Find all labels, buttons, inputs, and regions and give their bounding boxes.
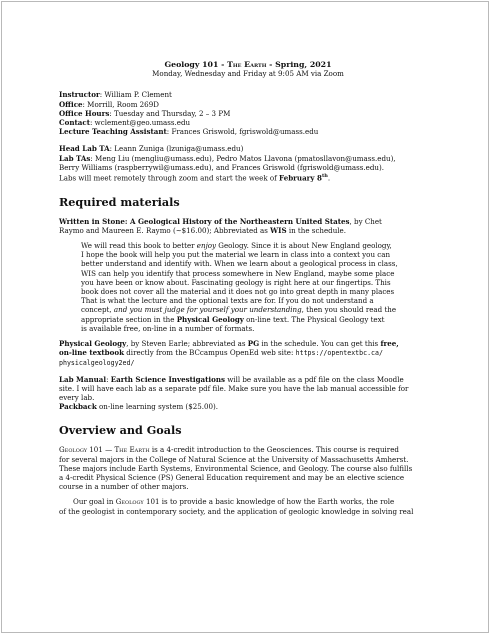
page-content — [59, 60, 437, 516]
textbook-pg: Physical Geology, by Steven Earle; abbreviated as PG in the schedule. You can get this free, on-line textbook directly from the BCcampus OpenEd web site: https://opentextbc.ca/ physicalgeology2ed/ — [59, 339, 399, 368]
contact-line: Contact: wclement@geo.umass.edu — [59, 118, 191, 128]
office-line: Office: Morrill, Room 269D — [59, 99, 159, 109]
lab-tas-line-2: Berry Williams (raspberrywil@umass.edu), and Frances Griswold (fgriswold@umass.edu). — [59, 162, 385, 172]
lab-manual: Lab Manual: Earth Science Investigations will be available as a pdf file on the class Moodle site. I will have each lab as a separate pdf file. Make sure you have the lab manual accessible for every lab. — [59, 374, 409, 403]
instructor-line: Instructor: William P. Clement — [59, 90, 172, 100]
lab-tas-line: Lab TAs: Meng Liu (mengliu@umass.edu), Pedro Matos Llavona (pmatosllavon@umass.edu), — [59, 153, 396, 163]
course-schedule: Monday, Wednesday and Friday at 9:05 AM via Zoom — [152, 69, 344, 79]
document-page — [1, 1, 489, 633]
goals-paragraph: Our goal in Geology 101 is to provide a basic knowledge of how the Earth works, the role of the geologist in contemporary society, and the application of geologic knowledge in solving real — [59, 497, 414, 516]
overview-heading: Overview and Goals — [59, 423, 182, 438]
wis-description: We will read this book to better enjoy Geology. Since it is about New England geology, I hope the book will help you put the material we learn in class into a context you can better understand and identify with. When we learn about a geological process in class, WIS can help you identify that process somewhere in New England, maybe some place you have been or know about. Fascinating geology is right here at our fingertips. This book does not cover all the material and it does not go into great depth in many places That is what the lecture and the optional texts are for. If you do not understand a concept, and you must judge for yourself your understanding, then you should read the appropriate section in the Physical Geology on-line text. The Physical Geology text is available free, on-line in a number of formats. — [81, 241, 398, 333]
lecture-ta-line: Lecture Teaching Assistant: Frances Griswold, fgriswold@umass.edu — [59, 127, 319, 137]
packback-line: Packback on-line learning system ($25.00). — [59, 402, 219, 412]
head-lab-ta-line: Head Lab TA: Leann Zuniga (lzuniga@umass.edu) — [59, 144, 244, 154]
lab-ta-block — [59, 144, 437, 182]
labs-start-line: Labs will meet remotely through zoom and start the week of February 8th. — [59, 173, 331, 183]
overview-paragraph: Geology 101 — The Earth is a 4-credit introduction to the Geosciences. This course is required for several majors in the College of Natural Science at the University of Massachusetts Amherst. These majors include Earth Systems, Environmental Science, and Geology. The course also fulfills a 4-credit Physical Science (PS) General Education requirement and may be an elective science course in a number of other majors. — [59, 445, 413, 492]
pg-url-cont[interactable]: physicalgeology2ed/ — [59, 359, 135, 368]
office-hours-line: Office Hours: Tuesday and Thursday, 2 – 3 PM — [59, 108, 231, 118]
instructor-block — [59, 90, 437, 136]
pg-url[interactable]: https://opentextbc.ca/ — [295, 349, 383, 358]
required-materials-heading: Required materials — [59, 194, 180, 209]
course-title: Geology 101 - The Earth - Spring, 2021 — [164, 60, 332, 69]
textbook-wis: Written in Stone: A Geological History of the Northeastern United States, by Chet Raymo and Maureen E. Raymo (~$16.00); Abbreviated as WIS in the schedule. — [59, 216, 382, 235]
